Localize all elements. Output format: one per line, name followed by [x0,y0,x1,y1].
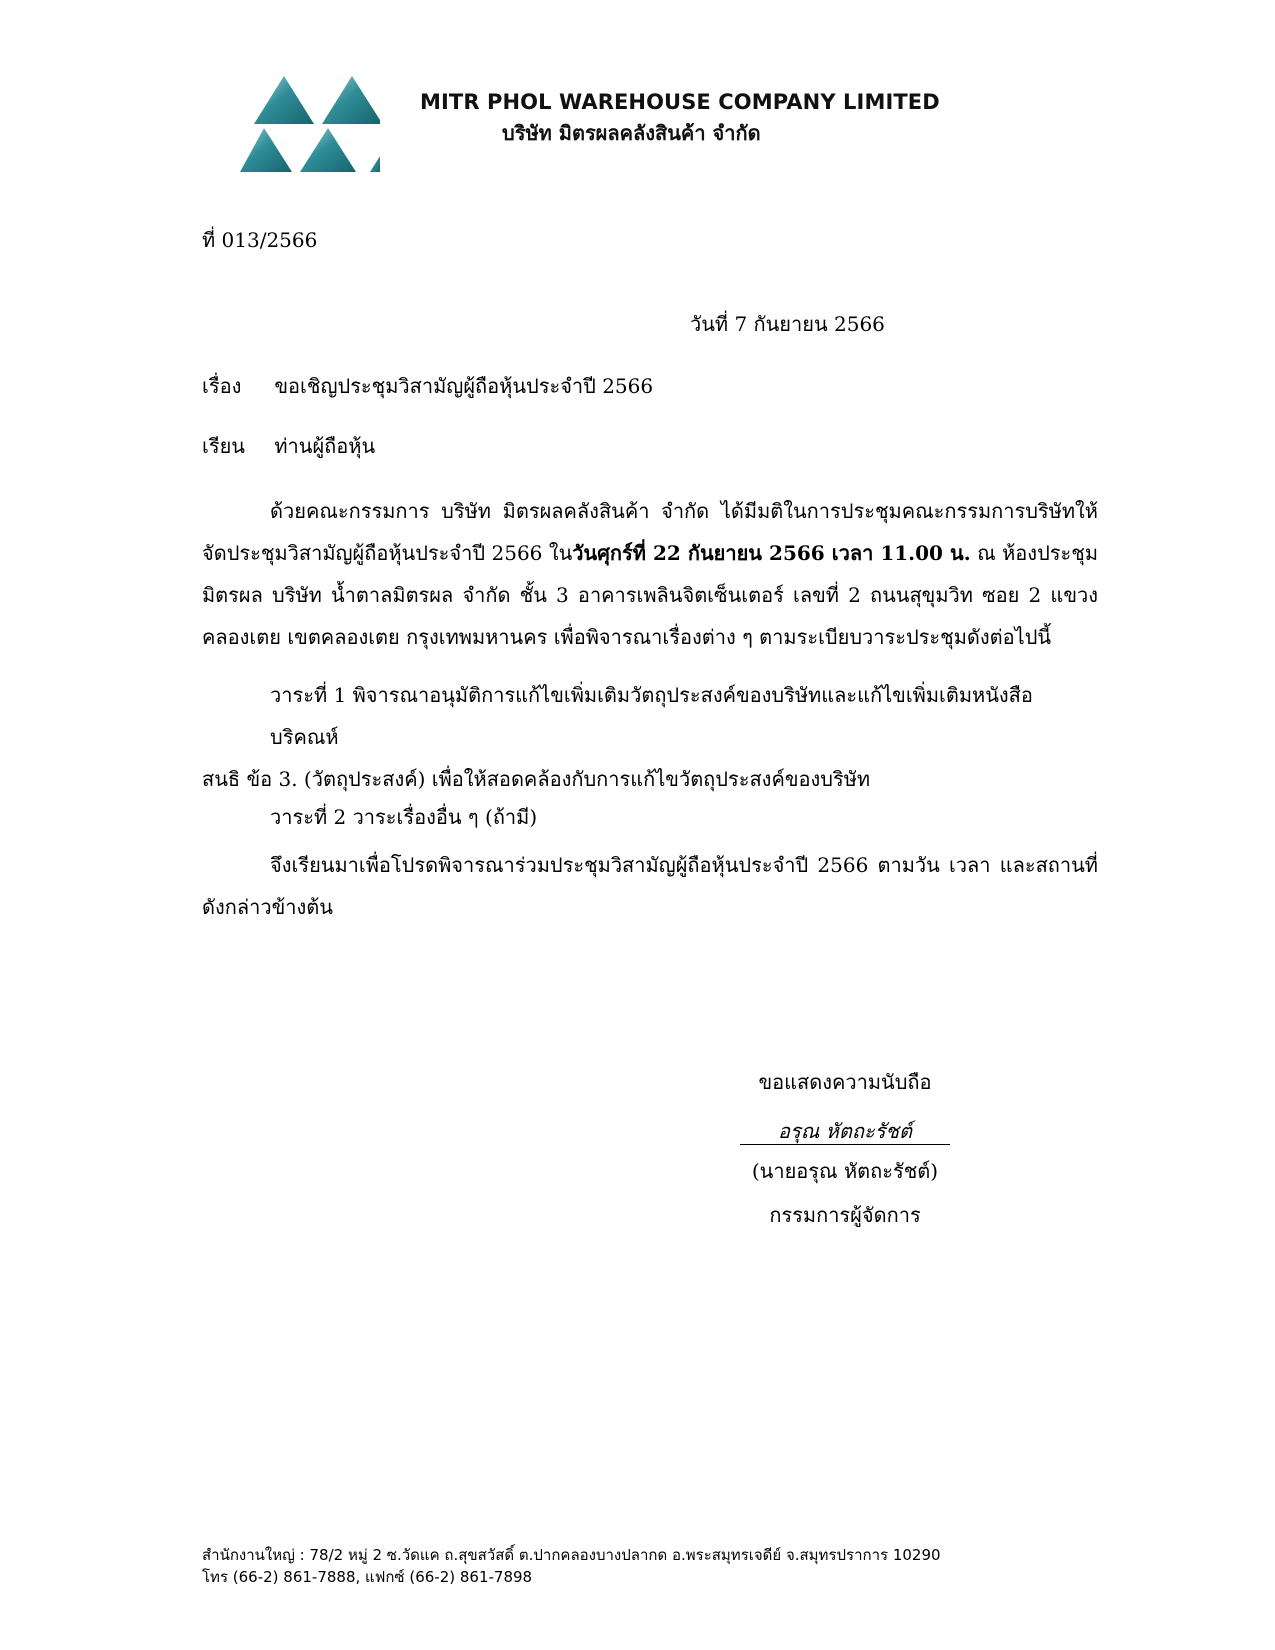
subject-line [202,372,653,400]
signature-block [730,1068,960,1229]
agenda-item-1-line-2: สนธิ ข้อ 3. (วัตถุประสงค์) เพื่อให้สอดคล้องกับการแก้ไขวัตถุประสงค์ของบริษัท [202,767,871,791]
subject-text: ขอเชิญประชุมวิสามัญผู้ถือหุ้นประจำปี 2566 [274,374,654,398]
closing-salutation: ขอแสดงความนับถือ [758,1070,932,1094]
company-letterhead [420,90,940,149]
company-logo [240,76,380,172]
reference-line [202,226,317,254]
company-name-th: บริษัท มิตรผลคลังสินค้า จำกัด [502,121,761,145]
agenda-item-1-line-1: วาระที่ 1 พิจารณาอนุมัติการแก้ไขเพิ่มเติมวัตถุประสงค์ของบริษัทและแก้ไขเพิ่มเติมหนังสือบริคณห์ [270,683,1033,749]
footer-address: สำนักงานใหญ่ : 78/2 หมู่ 2 ซ.วัดแค ถ.สุขสวัสดิ์ ต.ปากคลองบางปลากด อ.พระสมุทรเจดีย์ จ.สมุทรปราการ 10290 [202,1546,941,1564]
recipient-text: ท่านผู้ถือหุ้น [274,434,376,458]
agenda-item-2: วาระที่ 2 วาระเรื่องอื่น ๆ (ถ้ามี) [270,805,538,829]
meeting-date-time: วันศุกร์ที่ 22 กันยายน 2566 เวลา 11.00 น. [572,541,971,565]
reference-number: 013/2566 [221,228,318,252]
footer [202,1544,941,1588]
recipient-line [202,432,375,460]
signature-mark: อรุณ หัตถะรัชต์ [740,1118,950,1145]
subject-label: เรื่อง [202,374,242,398]
reference-label: ที่ [202,228,216,252]
intro-paragraph [202,490,1098,658]
agenda-list [202,674,1098,834]
letter-date: วันที่ 7 กันยายน 2566 [690,312,885,336]
signer-name: (นายอรุณ หัตถะรัชต์) [751,1159,939,1183]
company-name-en: MITR PHOL WAREHOUSE COMPANY LIMITED [420,90,940,114]
closing-paragraph: จึงเรียนมาเพื่อโปรดพิจารณาร่วมประชุมวิสามัญผู้ถือหุ้นประจำปี 2566 ตามวัน เวลา และสถานที่ดังกล่าวข้างต้น [202,853,1098,919]
intro-text-part-1: ด้วยคณะกรรมการ บริษัท มิตรผลคลังสินค้า จำกัด ได้มีมติในการประชุมคณะกรรมการบริษัทให้จัดประชุมวิสามัญผู้ถือหุ้นประจำปี 2566 ใน [202,499,1098,565]
recipient-label: เรียน [202,434,245,458]
signer-title: กรรมการผู้จัดการ [769,1203,921,1227]
intro-text-part-2: ณ ห้องประชุมมิตรผล บริษัท น้ำตาลมิตรผล จำกัด ชั้น 3 อาคารเพลินจิตเซ็นเตอร์ เลขที่ 2 ถนนสุขุมวิท ซอย 2 แขวงคลองเตย เขตคลองเตย กรุงเทพมหานคร เพื่อพิจารณาเรื่องต่าง ๆ ตามระเบียบวาระประชุมดังต่อไปนี้ [202,541,1099,649]
footer-contact: โทร (66-2) 861-7888, แฟกซ์ (66-2) 861-7898 [202,1568,533,1586]
